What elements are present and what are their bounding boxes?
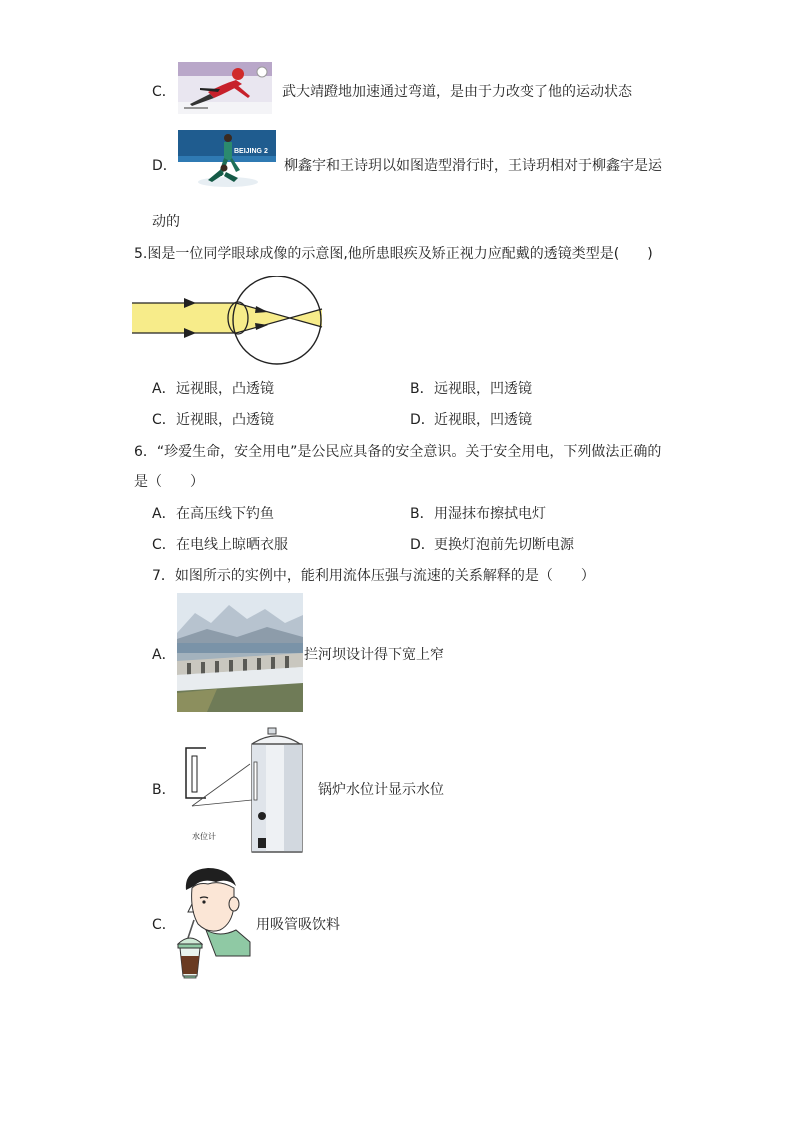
boy-drinking-illustration: [176, 866, 252, 984]
eye-diagram: [132, 276, 332, 372]
q4-option-c-text: 武大靖蹬地加速通过弯道，是由于力改变了他的运动状态: [282, 84, 632, 100]
q7-option-b-letter: B．: [152, 782, 176, 798]
q7-option-c-letter: C．: [152, 917, 176, 933]
q5-option-d-letter: D．: [410, 412, 435, 428]
q6-option-c-text: 在电线上晾晒衣服: [176, 537, 288, 553]
speed-skater-photo: [178, 62, 272, 114]
q6-option-a-text: 在高压线下钓鱼: [176, 506, 274, 522]
q5-option-a-text: 远视眼，凸透镜: [176, 381, 274, 397]
q7-stem: 7．如图所示的实例中，能利用流体压强与流速的关系解释的是（ ）: [152, 568, 595, 584]
q6-stem-line2: 是（ ）: [134, 474, 204, 490]
q4-option-d-continuation: 动的: [152, 214, 180, 230]
q5-option-c-letter: C．: [152, 412, 176, 428]
dam-photo: [177, 593, 303, 712]
water-gauge-label: 水位计: [192, 832, 216, 841]
figure-skaters-photo: [178, 130, 276, 192]
q5-option-a-letter: A．: [152, 381, 176, 397]
q5-option-b-letter: B．: [410, 381, 434, 397]
q6-option-d-text: 更换灯泡前先切断电源: [434, 537, 574, 553]
q6-stem-line1: 6．“珍爱生命，安全用电”是公民应具备的安全意识。关于安全用电，下列做法正确的: [134, 444, 662, 460]
q5-option-b-text: 远视眼，凹透镜: [434, 381, 532, 397]
q7-option-c-text: 用吸管吸饮料: [256, 917, 340, 933]
q5-stem: 5.图是一位同学眼球成像的示意图,他所患眼疾及矫正视力应配戴的透镜类型是( ): [134, 246, 653, 262]
photo-caption: BEIJING 2: [234, 148, 268, 155]
q5-option-c-text: 近视眼，凸透镜: [176, 412, 274, 428]
q6-option-b-text: 用湿抹布擦拭电灯: [434, 506, 546, 522]
q6-option-b-letter: B．: [410, 506, 434, 522]
q7-option-b-text: 锅炉水位计显示水位: [318, 782, 444, 798]
q7-option-a-text: 拦河坝设计得下宽上窄: [304, 647, 444, 663]
q4-option-c-letter: C．: [152, 84, 176, 100]
q5-option-d-text: 近视眼，凹透镜: [434, 412, 532, 428]
q4-option-d-text: 柳鑫宇和王诗玥以如图造型滑行时，王诗玥相对于柳鑫宇是运: [284, 158, 662, 174]
q4-option-d-letter: D．: [152, 158, 177, 174]
q6-option-d-letter: D．: [410, 537, 435, 553]
q6-option-a-letter: A．: [152, 506, 176, 522]
q6-option-c-letter: C．: [152, 537, 176, 553]
q7-option-a-letter: A．: [152, 647, 176, 663]
